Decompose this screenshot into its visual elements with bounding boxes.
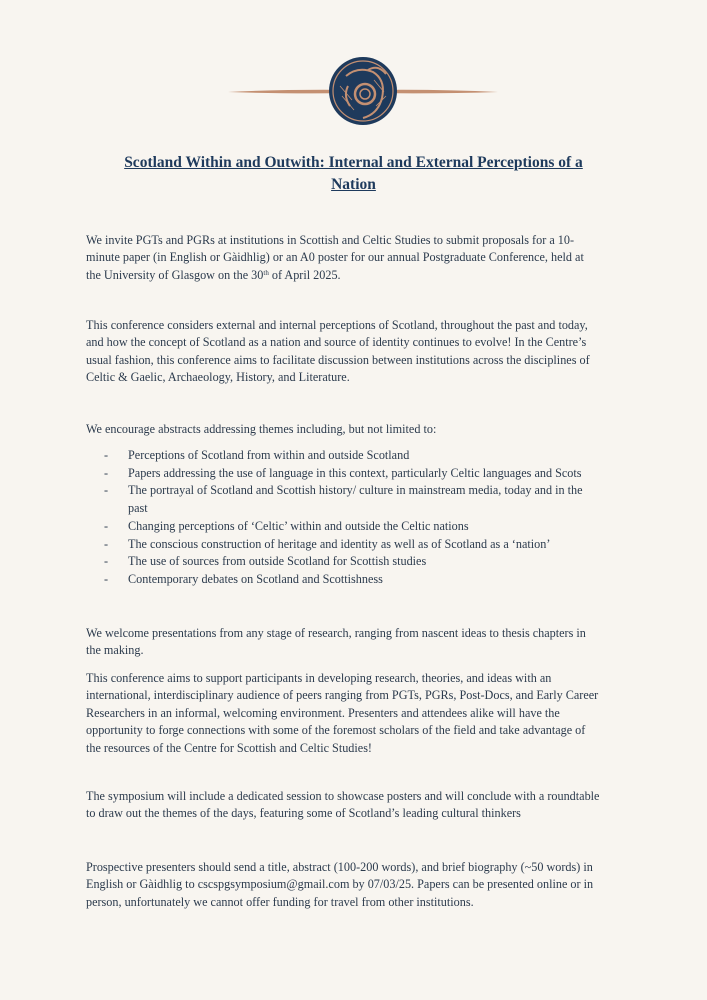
text-line: and how the concept of Scotland as a nation and source of identity continues to evolve! In the Centre’s — [86, 335, 587, 350]
paragraph-conference-aims — [86, 670, 598, 757]
dash-bullet: - — [104, 571, 109, 586]
text-span: of April 2025. — [268, 267, 341, 282]
dash-bullet: - — [104, 483, 109, 498]
dash-bullet: - — [104, 465, 109, 480]
dash-bullet: - — [104, 536, 109, 551]
list-item — [104, 553, 583, 571]
text-line: Researchers in an informal, welcoming environment. Presenters and attendees alike will have the — [86, 705, 560, 720]
page-title — [60, 152, 647, 196]
list-item — [104, 518, 583, 536]
text-line: international, interdisciplinary audience of peers ranging from PGTs, PGRs, Post-Docs, and Early Career — [86, 688, 599, 703]
paragraph-symposium — [86, 788, 599, 823]
list-item — [104, 571, 583, 589]
paragraph-conference-scope — [86, 317, 590, 387]
ordinal-suffix: th — [263, 268, 269, 277]
text-line: opportunity to forge connections with some of the foremost scholars of the field and take advantage of — [86, 723, 586, 738]
title-line: Scotland Within and Outwith: Internal and External Perceptions of a — [124, 154, 583, 171]
dash-bullet: - — [104, 554, 109, 569]
text-line: usual fashion, this conference aims to facilitate discussion between institutions across the disciplines of — [86, 352, 590, 367]
text-line: Papers addressing the use of language in this context, particularly Celtic languages and Scots — [128, 465, 582, 480]
list-item — [104, 447, 583, 465]
text-line: to draw out the themes of the days, featuring some of Scotland’s leading cultural thinkers — [86, 806, 521, 821]
dash-bullet: - — [104, 518, 109, 533]
paragraph-invitation — [86, 232, 584, 284]
text-line: The conscious construction of heritage and identity as well as of Scotland as a ‘nation’ — [128, 536, 551, 551]
text-line: minute paper (in English or Gàidhlig) or an A0 poster for our annual Postgraduate Conference, held at — [86, 250, 584, 265]
text-span: the University of Glasgow on the 30 — [86, 267, 264, 282]
text-line: the making. — [86, 643, 144, 658]
text-line: This conference aims to support participants in developing research, theories, and ideas with an — [86, 671, 552, 685]
list-item — [104, 482, 583, 517]
text-line: the resources of the Centre for Scottish and Celtic Studies! — [86, 740, 372, 755]
dash-bullet: - — [104, 448, 109, 462]
text-line: The symposium will include a dedicated session to showcase posters and will conclude with a roundtable — [86, 789, 600, 803]
text-line: This conference considers external and internal perceptions of Scotland, throughout the past and today, — [86, 318, 588, 332]
text-line: Perceptions of Scotland from within and outside Scotland — [128, 448, 410, 462]
text-line: The use of sources from outside Scotland for Scottish studies — [128, 554, 427, 569]
text-line: English or Gàidhlig to cscspgsymposium@gmail.com by 07/03/25. Papers can be presented online or in — [86, 877, 594, 892]
title-line: Nation — [331, 176, 376, 193]
paragraph-themes-intro — [86, 421, 436, 438]
themes-list — [104, 447, 583, 589]
text-line: We encourage abstracts addressing themes including, but not limited to: — [86, 422, 437, 436]
text-line: Celtic & Gaelic, Archaeology, History, and Literature. — [86, 370, 350, 385]
text-line: past — [128, 501, 148, 516]
list-item — [104, 536, 583, 554]
text-line: Contemporary debates on Scotland and Scottishness — [128, 571, 383, 586]
list-item — [104, 465, 583, 483]
text-line: Prospective presenters should send a title, abstract (100-200 words), and brief biography (~50 words) in — [86, 860, 593, 874]
paragraph-submission — [86, 859, 593, 911]
text-line: Changing perceptions of ‘Celtic’ within and outside the Celtic nations — [128, 518, 469, 533]
text-line: person, unfortunately we cannot offer funding for travel from other institutions. — [86, 894, 474, 909]
text-line — [86, 267, 584, 284]
text-line: We welcome presentations from any stage of research, ranging from nascent ideas to thesis chapters in — [86, 626, 586, 640]
celtic-emblem-logo — [228, 56, 498, 126]
text-line: We invite PGTs and PGRs at institutions in Scottish and Celtic Studies to submit proposals for a 10- — [86, 233, 575, 247]
paragraph-presentation-stages — [86, 625, 586, 660]
text-line: The portrayal of Scotland and Scottish history/ culture in mainstream media, today and in the — [128, 483, 583, 498]
